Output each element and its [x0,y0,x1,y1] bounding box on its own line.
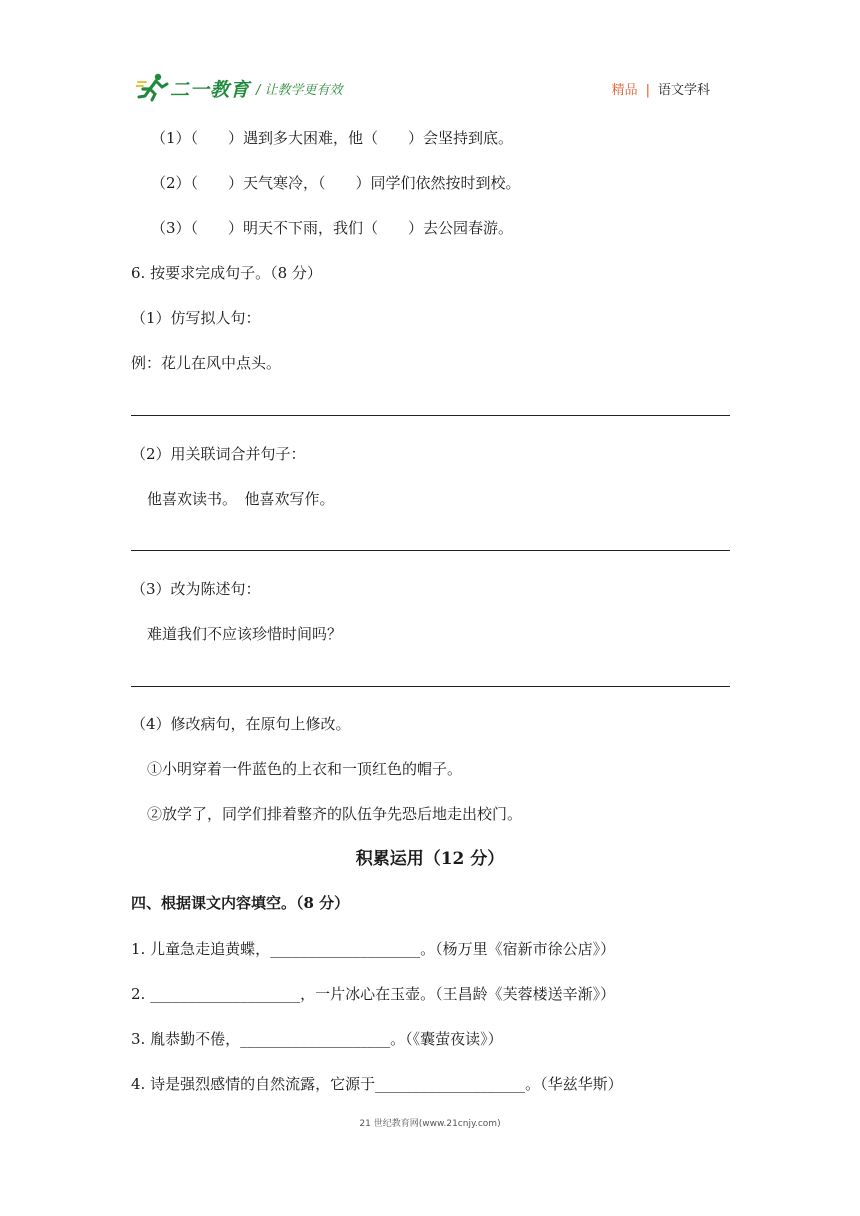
page-header [134,70,730,106]
question-6-4-sentence-b: ②放学了，同学们排着整齐的队伍争先恐后地走出校门。 [147,805,523,823]
section-title: 积累运用（12 分） [355,849,505,869]
footer: 21 世纪教育网(www.21cnjy.com) [359,1119,501,1129]
logo [134,70,250,106]
question-6-2-text: 他喜欢读书。 他喜欢写作。 [147,490,335,508]
quality-label: 精品 [611,83,638,98]
question-5-2: （2）（ ）天气寒冷，（ ）同学们依然按时到校。 [151,174,521,192]
header-separator: | [645,83,650,98]
answer-line [131,550,730,551]
question-6-3-text: 难道我们不应该珍惜时间吗？ [147,625,343,643]
fill-blank-2: 2. ____________________，一片冰心在玉壶。（王昌龄《芙蓉楼送辛渐》） [131,985,616,1003]
question-4-title: 四、根据课文内容填空。（8 分） [131,894,350,912]
question-6-1-example: 例：花儿在风中点头。 [131,354,282,372]
subject-label: 语文学科 [657,83,710,98]
question-6-4-title: （4）修改病句，在原句上修改。 [131,715,351,733]
runner-logo-icon [136,72,170,102]
header-right [612,79,710,98]
question-6-title: 6. 按要求完成句子。（8 分） [131,264,322,282]
logo-text: 二一教育 [170,79,251,101]
question-6-2-title: （2）用关联词合并句子： [131,445,306,463]
fill-blank-4: 4. 诗是强烈感情的自然流露，它源于____________________。（华兹华斯） [131,1075,623,1093]
slogan: / 让教学更有效 [256,83,343,98]
answer-line [131,415,730,416]
question-6-4-sentence-a: ①小明穿着一件蓝色的上衣和一顶红色的帽子。 [147,760,463,778]
fill-blank-1: 1. 儿童急走追黄蝶，____________________。（杨万里《宿新市徐公店》） [131,940,616,958]
answer-line [131,686,730,687]
question-5-1: （1）（ ）遇到多大困难，他（ ）会坚持到底。 [151,129,514,147]
fill-blank-3: 3. 胤恭勤不倦，____________________。（《囊萤夜读》） [131,1030,503,1048]
question-6-3-title: （3）改为陈述句： [131,580,261,598]
question-6-1-title: （1）仿写拟人句： [131,309,261,327]
question-5-3: （3）（ ）明天不下雨，我们（ ）去公园春游。 [151,219,514,237]
